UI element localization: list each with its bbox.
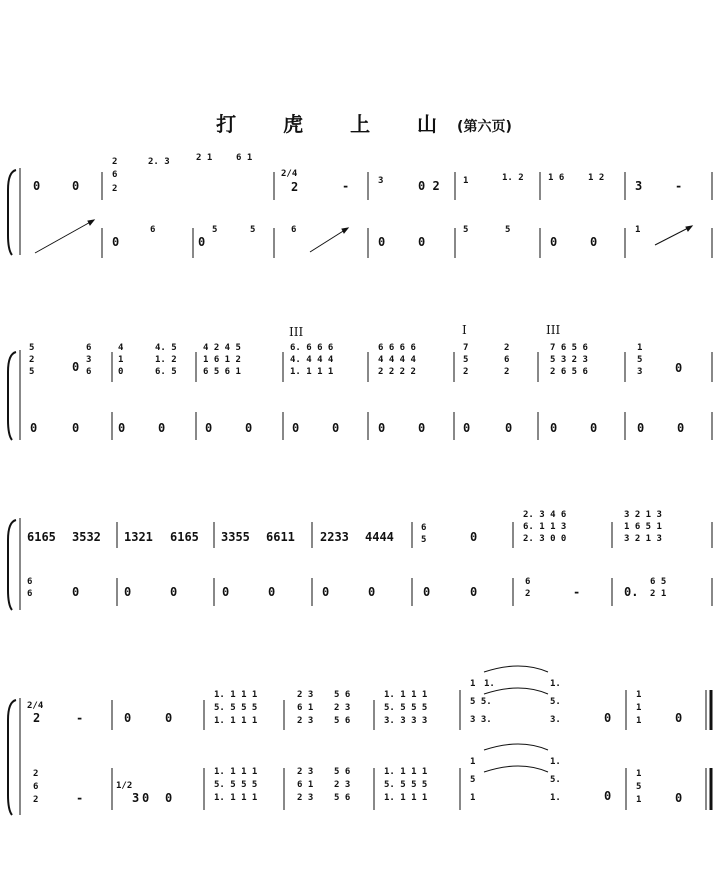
note: 3. xyxy=(550,715,561,725)
note: 4 4 4 4 xyxy=(378,355,416,365)
svg-text:0: 0 xyxy=(550,421,558,435)
note: 1. 2 xyxy=(155,355,177,365)
svg-text:0: 0 xyxy=(170,585,178,599)
note: 2 3 xyxy=(334,780,351,790)
note: 0 xyxy=(33,179,41,193)
note: 7 6 5 6 xyxy=(550,343,588,353)
svg-text:0: 0 xyxy=(30,421,38,435)
glissando-line xyxy=(310,228,348,252)
note-run: 6165 xyxy=(27,530,56,544)
note: 1 2 xyxy=(588,173,605,183)
note: 5 xyxy=(212,225,218,235)
svg-text:0: 0 xyxy=(378,421,386,435)
note: 2 xyxy=(504,343,510,353)
note: 2. 3 4 6 xyxy=(523,510,567,520)
note: 3 xyxy=(378,176,384,186)
note: 7 xyxy=(463,343,469,353)
svg-text:0: 0 xyxy=(245,421,253,435)
note: 3 xyxy=(132,791,140,805)
note: 6 xyxy=(291,225,297,235)
position-mark: III xyxy=(546,323,561,337)
note-run: 6165 xyxy=(170,530,199,544)
note: 2 3 xyxy=(334,703,351,713)
note: 1 xyxy=(463,176,469,186)
note: 1 xyxy=(636,795,642,805)
svg-text:0: 0 xyxy=(677,421,685,435)
note: 1 xyxy=(635,225,641,235)
svg-text:0: 0 xyxy=(72,421,80,435)
svg-text:0: 0 xyxy=(158,421,166,435)
note: 2 xyxy=(33,795,39,805)
note: 2 xyxy=(291,180,299,194)
note: 5 6 xyxy=(334,767,351,777)
system-2-notes xyxy=(29,323,684,435)
note: 1. 1 1 1 xyxy=(214,767,258,777)
svg-text:0: 0 xyxy=(368,585,376,599)
svg-text:0: 0 xyxy=(470,585,478,599)
note: 1 xyxy=(118,355,124,365)
system-2 xyxy=(8,350,712,440)
note: 6 xyxy=(27,577,33,587)
note: 0 xyxy=(604,789,612,803)
note: 1 xyxy=(470,679,476,689)
note: 0 xyxy=(112,235,120,249)
system-3-notes xyxy=(27,510,666,599)
note-run: 3355 xyxy=(221,530,250,544)
note: 0 xyxy=(165,711,173,725)
svg-text:0: 0 xyxy=(505,421,513,435)
note: 4 xyxy=(118,343,124,353)
note: 6 xyxy=(150,225,156,235)
time-signature: 2/4 xyxy=(281,169,298,179)
note: 3 2 1 3 xyxy=(624,510,662,520)
svg-text:0: 0 xyxy=(292,421,300,435)
note: 1. xyxy=(484,679,495,689)
svg-text:0: 0 xyxy=(205,421,213,435)
note: 0 xyxy=(165,791,173,805)
note: 0 2 xyxy=(418,179,440,193)
note: 1. xyxy=(550,679,561,689)
note: 2 xyxy=(463,367,469,377)
note: 5 xyxy=(470,775,476,785)
note: 0 xyxy=(418,235,426,249)
system-4-notes xyxy=(27,679,682,805)
note: 6 1 xyxy=(297,703,314,713)
note: 5 xyxy=(250,225,256,235)
note: 2 xyxy=(504,367,510,377)
brace xyxy=(8,352,16,440)
note: 1. 1 1 1 xyxy=(384,793,428,803)
title-main: 打 虎 上 山 xyxy=(216,112,458,136)
glissando-line xyxy=(35,220,94,253)
svg-text:0: 0 xyxy=(423,585,431,599)
note: 5 6 xyxy=(334,690,351,700)
note: 2 1 xyxy=(196,153,213,163)
note: 3 xyxy=(86,355,92,365)
note: 3 3. xyxy=(470,715,492,725)
note: 6 xyxy=(504,355,510,365)
note: 0 xyxy=(675,791,683,805)
lower-rests xyxy=(72,585,477,599)
note: 1. xyxy=(550,757,561,767)
note: 5 6 xyxy=(334,716,351,726)
svg-text:0: 0 xyxy=(637,421,645,435)
arrow-head xyxy=(686,226,692,231)
note: 0 xyxy=(604,711,612,725)
note: 1. 1 1 1 xyxy=(384,690,428,700)
note: 0 xyxy=(675,361,683,375)
note: 2 xyxy=(33,711,41,725)
svg-text:0: 0 xyxy=(590,421,598,435)
system-3 xyxy=(8,518,712,610)
note-run: 2233 xyxy=(320,530,349,544)
note-run: 1321 xyxy=(124,530,153,544)
time-signature: 2/4 xyxy=(27,701,44,711)
note: 5. 5 5 5 xyxy=(214,703,258,713)
dash: - xyxy=(675,179,683,193)
note: 5 xyxy=(505,225,511,235)
time-signature: 1/2 xyxy=(116,781,133,791)
note: 6. 6 6 6 xyxy=(290,343,334,353)
note: 3 xyxy=(637,367,643,377)
note: 0 xyxy=(590,235,598,249)
brace xyxy=(8,520,16,610)
note: 1. 1 1 1 xyxy=(214,793,258,803)
note: 3 2 1 3 xyxy=(624,534,662,544)
svg-text:0: 0 xyxy=(118,421,126,435)
note: 2 xyxy=(33,769,39,779)
note: 6 5 xyxy=(650,577,667,587)
note: 0 xyxy=(378,235,386,249)
note: 1. 1 1 1 xyxy=(290,367,334,377)
dash: - xyxy=(573,585,581,599)
note: 6 5 6 1 xyxy=(203,367,241,377)
note: 1 6 xyxy=(548,173,565,183)
dash: - xyxy=(76,791,84,805)
tie xyxy=(484,744,548,750)
tie xyxy=(484,666,548,672)
note: 5. xyxy=(550,697,561,707)
note: 0 xyxy=(198,235,206,249)
title-sub: (第六页) xyxy=(457,119,512,135)
note: 6 xyxy=(421,523,427,533)
note: 5 5. xyxy=(470,697,492,707)
svg-text:0: 0 xyxy=(268,585,276,599)
note: 5 xyxy=(29,343,35,353)
note: 0 xyxy=(470,530,478,544)
note: 6 6 6 6 xyxy=(378,343,416,353)
note: 6 1 xyxy=(236,153,253,163)
note: 5 xyxy=(636,782,642,792)
note-run: 4444 xyxy=(365,530,394,544)
svg-text:0: 0 xyxy=(463,421,471,435)
note: 5. 5 5 5 xyxy=(214,780,258,790)
note: 5 xyxy=(637,355,643,365)
note-run: 6611 xyxy=(266,530,295,544)
lower-rests xyxy=(30,421,684,435)
note: 6 xyxy=(27,589,33,599)
svg-text:0: 0 xyxy=(322,585,330,599)
note: 1 xyxy=(636,716,642,726)
note: 4. 5 xyxy=(155,343,177,353)
note: 2 1 xyxy=(650,589,667,599)
note: 1 xyxy=(636,690,642,700)
note: 2 xyxy=(112,157,118,167)
note: 5. 5 5 5 xyxy=(384,780,428,790)
note: 6 xyxy=(86,343,92,353)
note: 1 xyxy=(636,703,642,713)
note: 2 3 xyxy=(297,767,314,777)
note: 0 xyxy=(550,235,558,249)
note: 5 xyxy=(29,367,35,377)
note: 2 xyxy=(112,184,118,194)
note: 6 xyxy=(525,577,531,587)
note: 2 2 2 2 xyxy=(378,367,416,377)
note: 0 xyxy=(72,179,80,193)
note: 1 xyxy=(637,343,643,353)
note: 0 xyxy=(72,360,80,374)
svg-text:0: 0 xyxy=(332,421,340,435)
note: 2. 3 0 0 xyxy=(523,534,567,544)
note: 1 6 1 2 xyxy=(203,355,241,365)
note: 1. 1 1 1 xyxy=(214,690,258,700)
note: 1 xyxy=(470,757,476,767)
note: 5 3 2 3 xyxy=(550,355,588,365)
note: 5 xyxy=(421,535,427,545)
note: 1 xyxy=(636,769,642,779)
brace xyxy=(8,700,16,815)
note: 2 6 5 6 xyxy=(550,367,588,377)
tie xyxy=(484,766,548,772)
svg-text:0: 0 xyxy=(124,585,132,599)
note: 1. 2 xyxy=(502,173,524,183)
note: 0 xyxy=(675,711,683,725)
system-1-notes xyxy=(33,153,682,249)
note: 6 xyxy=(86,367,92,377)
note: 2 3 xyxy=(297,690,314,700)
dash: - xyxy=(342,179,350,193)
note: 5. xyxy=(550,775,561,785)
brace xyxy=(8,170,16,255)
note: 2 xyxy=(525,589,531,599)
note: 6. 1 1 3 xyxy=(523,522,567,532)
note: 1. xyxy=(550,793,561,803)
note: 5. 5 5 5 xyxy=(384,703,428,713)
note: 1 6 5 1 xyxy=(624,522,662,532)
note: 5 xyxy=(463,355,469,365)
note: 0 xyxy=(118,367,124,377)
note: 4. 4 4 4 xyxy=(290,355,334,365)
arrow-head xyxy=(88,220,94,225)
note: 6 1 xyxy=(297,780,314,790)
note: 6. 5 xyxy=(155,367,177,377)
svg-text:0: 0 xyxy=(222,585,230,599)
svg-text:0: 0 xyxy=(72,585,80,599)
position-mark: III xyxy=(289,325,304,339)
note: 1. 1 1 1 xyxy=(384,767,428,777)
note: 4 2 4 5 xyxy=(203,343,241,353)
position-mark: I xyxy=(462,323,467,337)
note: 3 xyxy=(635,179,643,193)
note: 1. 1 1 1 xyxy=(214,716,258,726)
dash: - xyxy=(76,711,84,725)
note: 0 xyxy=(124,711,132,725)
svg-text:0: 0 xyxy=(418,421,426,435)
note-run: 3532 xyxy=(72,530,101,544)
note: 6 xyxy=(33,782,39,792)
note: 5 xyxy=(463,225,469,235)
note: 1 xyxy=(470,793,476,803)
note: 2 xyxy=(29,355,35,365)
note: 2 3 xyxy=(297,716,314,726)
note: 0 xyxy=(142,791,150,805)
note: 5 6 xyxy=(334,793,351,803)
note: 2. 3 xyxy=(148,157,170,167)
note: 3. 3 3 3 xyxy=(384,716,428,726)
note: 2 3 xyxy=(297,793,314,803)
arrow-head xyxy=(342,228,348,233)
note: 6 xyxy=(112,170,118,180)
note: 0. xyxy=(624,585,639,599)
